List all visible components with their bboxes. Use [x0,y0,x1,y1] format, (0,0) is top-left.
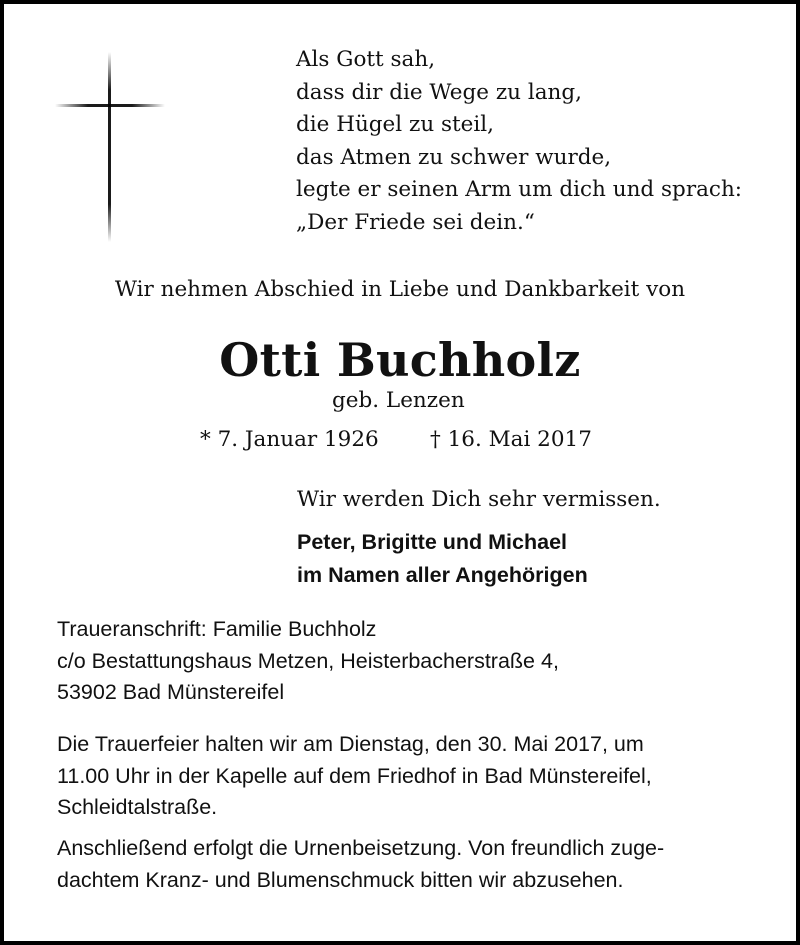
cross-icon [55,52,165,242]
poem-line: „Der Friede sei dein.“ [296,209,535,235]
poem-line: die Hügel zu steil, [296,112,494,137]
poem [296,44,756,239]
ceremony-line: 11.00 Uhr in der Kapelle auf dem Friedhof in Bad Münstereifel, [57,763,652,788]
maiden-name: geb. Lenzen [332,388,465,413]
poem-line: das Atmen zu schwer wurde, [296,144,612,170]
address-line: c/o Bestattungshaus Metzen, Heisterbacherstraße 4, [57,648,559,673]
mourning-address [57,614,559,709]
address-line: 53902 Bad Münstereifel [57,680,285,704]
death-date: † 16. Mai 2017 [430,427,592,452]
intro-text: Wir nehmen Abschied in Liebe und Dankbarkeit von [114,277,686,302]
farewell-text: Wir werden Dich sehr vermissen. [297,487,661,512]
signature [297,526,588,592]
burial-line: Anschließend erfolgt die Urnenbeisetzung. Von freundlich zuge- [57,836,665,860]
ceremony-line: Schleidtalstraße. [57,795,218,819]
address-line: Traueranschrift: Familie Buchholz [57,617,377,641]
ceremony-info [57,729,757,824]
birth-date: * 7. Januar 1926 [200,427,379,452]
poem-line: legte er seinen Arm um dich und sprach: [296,177,743,202]
signature-relatives: im Namen aller Angehörigen [297,563,588,587]
burial-info [57,833,757,896]
signature-names: Peter, Brigitte und Michael [297,530,567,554]
deceased-name: Otti Buchholz [219,333,581,387]
poem-line: dass dir die Wege zu lang, [296,79,582,105]
burial-line: dachtem Kranz- und Blumenschmuck bitten wir abzusehen. [57,867,624,892]
poem-line: Als Gott sah, [296,47,436,72]
ceremony-line: Die Trauerfeier halten wir am Dienstag, den 30. Mai 2017, um [57,732,644,756]
